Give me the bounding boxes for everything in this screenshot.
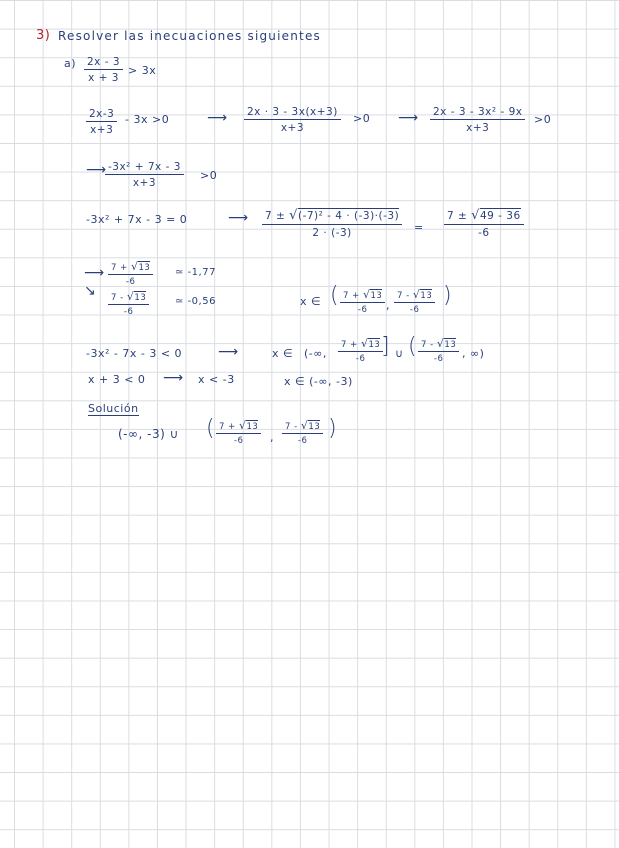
paren-open: ( [408,334,417,359]
sqrt-icon: √ [238,419,247,432]
problem-statement: Resolver las inecuaciones siguientes [58,29,321,43]
step1-lhs-numerator: 2x-3 [89,108,115,120]
step2-denominator: x+3 [132,177,157,189]
neg-b-prefix: 7 - [421,340,434,350]
neg-a-denominator: -6 [355,354,366,364]
sqrt-icon: √ [126,290,135,303]
neg-a-radicand: 13 [368,340,381,350]
root1-approx: ≃ -1,77 [175,267,216,278]
arrow-icon: ⟶ [218,344,239,360]
step1-rest3: >0 [534,113,552,126]
step2-rest: >0 [200,169,218,182]
step1-lhs-denominator: x+3 [90,124,114,136]
neg-case-equation: -3x² - 7x - 3 < 0 [86,347,183,360]
paren-close: ) [443,283,452,308]
paren-close: ) [328,416,337,441]
step1-lhs-fraction [86,108,117,136]
neg-case-close: , ∞) [462,347,485,360]
sqrt-icon: √ [412,288,421,301]
root2-approx: ≃ -0,56 [175,296,216,307]
solution-label: Solución [88,402,139,415]
arrow-icon: ⟶ [228,210,249,226]
part-a-label: a) [64,57,77,70]
step1-fraction2-denominator: x+3 [280,122,305,134]
den-case-equation: x + 3 < 0 [88,373,146,386]
solution-part1: (-∞, -3) ∪ [118,427,179,441]
step3-equals: = [414,221,424,234]
quadratic-denominator: 2 · (-3) [312,227,352,239]
quadratic-formula [262,208,402,239]
den-case-interval: x ∈ (-∞, -3) [284,375,353,388]
solution-a-denominator: -6 [233,436,244,446]
interval-a-denominator: -6 [357,305,368,315]
arrow-icon: ⟶ [163,370,184,386]
neg-case-prefix: x ∈ [272,347,294,360]
step1-fraction2 [244,106,341,134]
simplified-denominator: -6 [478,227,490,239]
paren-open: ( [330,283,339,308]
root1-fraction [108,260,153,287]
interval-b-fraction [394,288,435,315]
paren-open: ( [206,416,215,441]
arrow-icon: ⟶ [86,162,107,178]
sqrt-icon: √ [362,288,371,301]
given-fraction [84,56,123,84]
solution-b-fraction [282,419,323,446]
given-rhs: > 3x [128,64,157,77]
simplified-formula [444,208,524,239]
root1-radicand: 13 [138,263,151,273]
given-denominator: x + 3 [88,72,119,84]
step1-rest: - 3x >0 [125,113,170,126]
simplified-radicand: 49 - 36 [479,210,521,222]
neg-case-open: (-∞, [304,347,327,360]
neg-case-a-fraction [338,337,383,364]
step2-fraction [105,161,184,189]
root1-prefix: 7 + [111,263,128,273]
arrow-icon: ⟶ [207,110,228,126]
root2-fraction [108,290,149,317]
neg-a-prefix: 7 + [341,340,358,350]
neg-case-b-fraction [418,337,459,364]
sqrt-icon: √ [130,260,139,273]
solution-separator: , [270,431,274,444]
interval-b-radicand: 13 [420,291,433,301]
interval-a-radicand: 13 [370,291,383,301]
simplified-prefix: 7 ± [447,210,468,222]
interval-separator: , [386,299,390,312]
arrow-icon: ⟶ [84,265,105,281]
sqrt-icon: √ [360,337,369,350]
step2-numerator: -3x² + 7x - 3 [108,161,181,173]
den-case-result: x < -3 [198,373,235,386]
arrow-down-right-icon: ↘ [84,283,96,299]
neg-b-denominator: -6 [433,354,444,364]
bracket-close: ] [381,334,390,359]
step1-fraction3-denominator: x+3 [466,122,490,134]
interval-b-prefix: 7 - [397,291,410,301]
step1-rest2: >0 [353,112,371,125]
step3-equation: -3x² + 7x - 3 = 0 [86,213,188,226]
root2-radicand: 13 [134,293,147,303]
interval-b-denominator: -6 [409,305,420,315]
step1-fraction2-numerator: 2x · 3 - 3x(x+3) [247,106,338,118]
quadratic-radicand: (-7)² - 4 · (-3)·(-3) [297,210,400,222]
roots-interval-prefix: x ∈ [300,295,322,308]
given-numerator: 2x - 3 [87,56,121,68]
neg-case-union: ∪ [395,347,404,360]
problem-number: 3) [36,28,51,43]
sqrt-icon: √ [436,337,445,350]
solution-b-radicand: 13 [308,422,321,432]
root1-denominator: -6 [125,277,136,287]
step1-fraction3-numerator: 2x - 3 - 3x² - 9x [433,106,523,118]
root2-denominator: -6 [123,307,134,317]
step1-fraction3 [430,106,525,134]
root2-prefix: 7 - [111,293,124,303]
solution-b-denominator: -6 [297,436,308,446]
solution-a-radicand: 13 [246,422,259,432]
arrow-icon: ⟶ [398,110,419,126]
interval-a-fraction [340,288,385,315]
sqrt-icon: √ [289,208,298,223]
sqrt-icon: √ [471,208,480,223]
neg-b-radicand: 13 [444,340,457,350]
interval-a-prefix: 7 + [343,291,360,301]
solution-a-prefix: 7 + [219,422,236,432]
sqrt-icon: √ [300,419,309,432]
quadratic-prefix: 7 ± [265,210,286,222]
solution-a-fraction [216,419,261,446]
solution-b-prefix: 7 - [285,422,298,432]
